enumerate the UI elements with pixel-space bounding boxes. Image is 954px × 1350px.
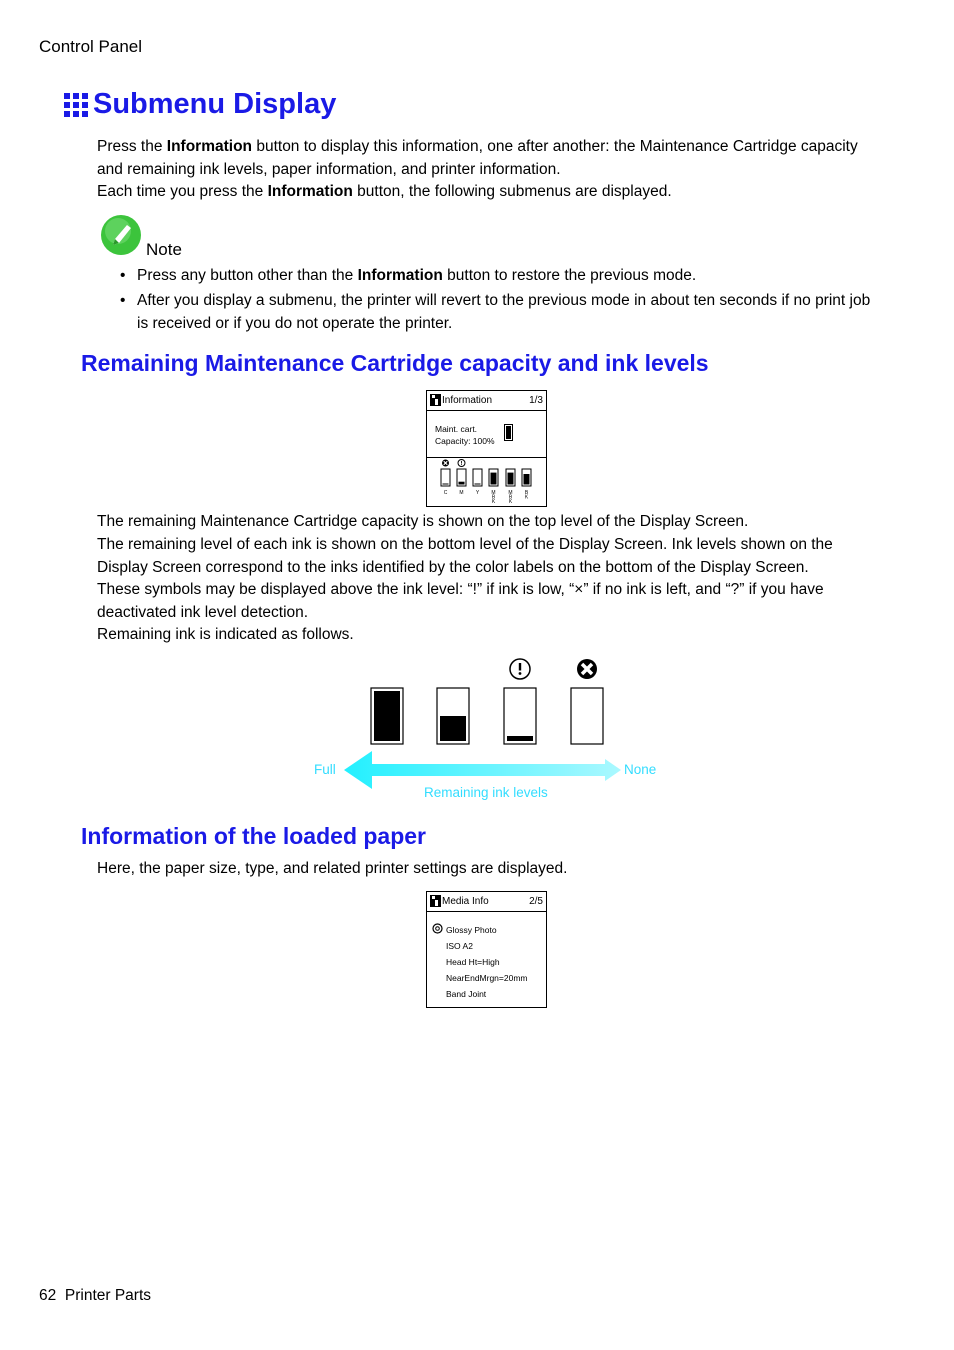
lcd-maint-area [427,411,546,458]
footer-section: Printer Parts [64,1287,152,1304]
lcd-ink-marker-icon [458,460,465,467]
media-type: Glossy Photo [446,925,497,935]
maint-cart-gauge [504,424,513,441]
lcd-ink-label: M B K [491,490,496,505]
note-bullet: • After you display a submenu, the printer will revert to the previous mode in about ten seconds if no print job is received or if you do not operate the printer. [120,292,871,332]
intro-paragraph-2: Each time you press the Information button, the following submenus are displayed. [97,183,672,200]
lcd-information-screen [426,390,547,507]
full-label: Full [314,762,336,777]
lcd-ink-fill [475,484,481,485]
lcd-page: 2/5 [529,896,543,907]
page-title: Submenu Display [93,88,337,120]
lcd-capacity: Capacity: 100% [435,436,495,446]
lcd-maint-label: Maint. cart. [435,424,478,434]
ink-gauge-outline [571,688,603,744]
grid-icon [64,93,88,117]
lcd-ink-fill [491,473,497,485]
ink-gauge-fill [374,691,400,741]
lcd-title: Information [442,395,493,406]
lcd-ink-marker-icon [442,460,449,467]
lcd-ink-fill [508,473,514,485]
note-bullet: • Press any button other than the Information button to restore the previous mode. [120,267,697,284]
lcd-ink-gauge [441,469,450,486]
remaining-arrow [344,751,621,789]
lcd-media-info-screen [426,891,547,1008]
running-head: Control Panel [39,37,143,56]
ink-paragraph-1: The remaining Maintenance Cartridge capacity is shown on the top level of the Display Screen. [97,513,749,530]
lcd-ink-fill [443,484,449,485]
lcd-ink-gauges [427,458,546,506]
ink-paragraph-3: These symbols may be displayed above the ink level: “!” if ink is low, “×” if no ink is left, and “?” if you have deactivated ink level detection. [97,581,824,621]
lcd-ink-label: M B K [508,490,513,505]
section-heading-ink-levels: Remaining Maintenance Cartridge capacity and ink levels [81,350,709,376]
lcd-ink-fill [459,482,465,485]
section-heading-paper: Information of the loaded paper [81,823,427,849]
lcd-header [427,892,546,912]
lcd-ink-label: B K [524,490,529,501]
ink-gauge-fill [440,716,466,741]
ink-gauge-outline [504,688,536,744]
lcd-page: 1/3 [529,395,543,406]
info-icon [430,895,441,907]
media-size: ISO A2 [446,941,473,951]
paper-roll-icon [432,923,443,934]
lcd-header [427,391,546,411]
no-ink-x-icon [577,659,597,679]
note-label: Note [146,240,182,259]
near-end-margin: NearEndMrgn=20mm [446,973,528,983]
lcd-ink-gauge [473,469,482,486]
band-joint: Band Joint [446,989,487,999]
ink-level-figure [300,652,680,807]
ink-paragraph-2: The remaining level of each ink is shown on the bottom level of the Display Screen. Ink levels shown on the Display Screen correspond to the inks identified by the color labels on the bottom of the Display Screen. [97,536,833,576]
lcd-media-lines [427,912,546,1006]
lcd-ink-fill [524,474,530,485]
intro-paragraph-1: Press the Information button to display this information, one after another: the Maintenance Cartridge capacity and remaining ink levels, paper information, and printer information. [97,138,858,178]
lcd-ink-label: Y [475,490,480,496]
page-number: 62 [39,1287,57,1304]
note-bullet-list [120,264,880,337]
paper-paragraph: Here, the paper size, type, and related printer settings are displayed. [97,860,568,877]
info-icon [430,394,441,406]
head-height: Head Ht=High [446,957,500,967]
ink-gauge-fill [507,736,533,741]
page-footer [39,1287,151,1305]
none-label: None [624,762,657,777]
note-pencil-icon [100,214,142,256]
low-ink-exclamation-icon [510,659,530,679]
lcd-title: Media Info [442,896,489,907]
figure-caption: Remaining ink levels [424,785,548,800]
ink-paragraph-4: Remaining ink is indicated as follows. [97,626,354,643]
lcd-ink-label: C [443,490,448,496]
page-title-block [64,88,336,121]
lcd-ink-label: M [459,490,464,496]
